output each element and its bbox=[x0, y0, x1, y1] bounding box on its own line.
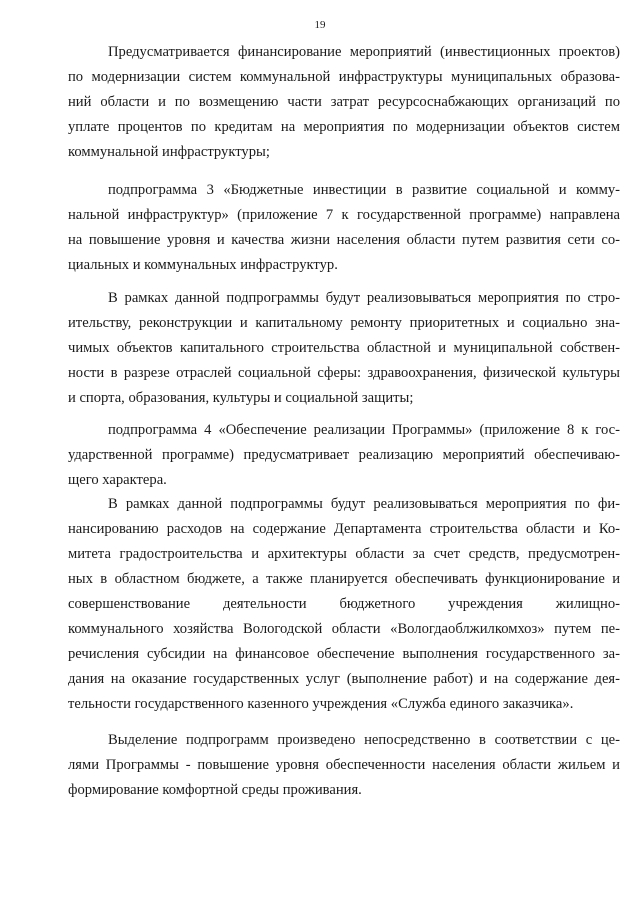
text-line: ний области и по возмещению части затрат ресурсоснабжающих организаций по bbox=[68, 94, 620, 110]
text-line: В рамках данной подпрограммы будут реализовываться мероприятия по фи- bbox=[108, 496, 620, 512]
text-line: ударственной программе) предусматривает реализацию мероприятий обеспечиваю- bbox=[68, 447, 620, 463]
text-line: подпрограмма 3 «Бюджетные инвестиции в развитие социальной и комму- bbox=[108, 182, 620, 198]
text-line: лями Программы - повышение уровня обеспеченности населения области жильем и bbox=[68, 757, 620, 773]
text-line: нальной инфраструктур» (приложение 7 к государственной программе) направлена bbox=[68, 207, 620, 223]
text-line: коммунальной инфраструктуры; bbox=[68, 144, 270, 160]
text-line: речисления субсидии на финансовое обеспечение выполнения государственного за- bbox=[68, 646, 620, 662]
text-line: и спорта, образования, культуры и социальной защиты; bbox=[68, 390, 414, 406]
text-line: совершенствование деятельности бюджетного учреждения жилищно- bbox=[68, 596, 620, 612]
text-line: Выделение подпрограмм произведено непосредственно в соответствии с це- bbox=[108, 732, 620, 748]
text-line: ительству, реконструкции и капитальному ремонту приоритетных и социально зна- bbox=[68, 315, 620, 331]
text-line: коммунального хозяйства Вологодской области «Вологдаоблжилкомхоз» путем пе- bbox=[68, 621, 620, 637]
paragraph-subprogram-3-measures bbox=[68, 286, 620, 411]
paragraph-subprogram-4-measures bbox=[68, 492, 620, 717]
paragraph-subprogram-3 bbox=[68, 178, 620, 278]
text-line: по модернизации систем коммунальной инфраструктуры муниципальных образова- bbox=[68, 69, 620, 85]
text-line: формирование комфортной среды проживания. bbox=[68, 782, 362, 798]
text-line: щего характера. bbox=[68, 472, 167, 488]
text-line: Предусматривается финансирование мероприятий (инвестиционных проектов) bbox=[108, 44, 620, 60]
text-line: чимых объектов капитального строительства областной и муниципальной собствен- bbox=[68, 340, 620, 356]
text-line: дания на оказание государственных услуг (выполнение работ) и на содержание дея- bbox=[68, 671, 620, 687]
text-line: В рамках данной подпрограммы будут реализовываться мероприятия по стро- bbox=[108, 290, 620, 306]
text-line: уплате процентов по кредитам на мероприятия по модернизации объектов систем bbox=[68, 119, 620, 135]
paragraph-subprogram-4 bbox=[68, 418, 620, 493]
paragraph-financing bbox=[68, 40, 620, 165]
page-number: 19 bbox=[314, 19, 326, 31]
text-line: подпрограмма 4 «Обеспечение реализации Программы» (приложение 8 к гос- bbox=[108, 422, 620, 438]
text-line: ности в разрезе отраслей социальной сферы: здравоохранения, физической культуры bbox=[68, 365, 620, 381]
text-line: тельности государственного казенного учреждения «Служба единого заказчика». bbox=[68, 696, 574, 712]
text-line: нансированию расходов на содержание Департамента строительства области и Ко- bbox=[68, 521, 620, 537]
text-line: циальных и коммунальных инфраструктур. bbox=[68, 257, 338, 273]
text-line: ных в областном бюджете, а также планируется обеспечивать функционирование и bbox=[68, 571, 620, 587]
paragraph-conclusion bbox=[68, 728, 620, 803]
text-line: на повышение уровня и качества жизни населения области путем развития сети со- bbox=[68, 232, 620, 248]
text-line: митета градостроительства и архитектуры области за счет средств, предусмотрен- bbox=[68, 546, 620, 562]
